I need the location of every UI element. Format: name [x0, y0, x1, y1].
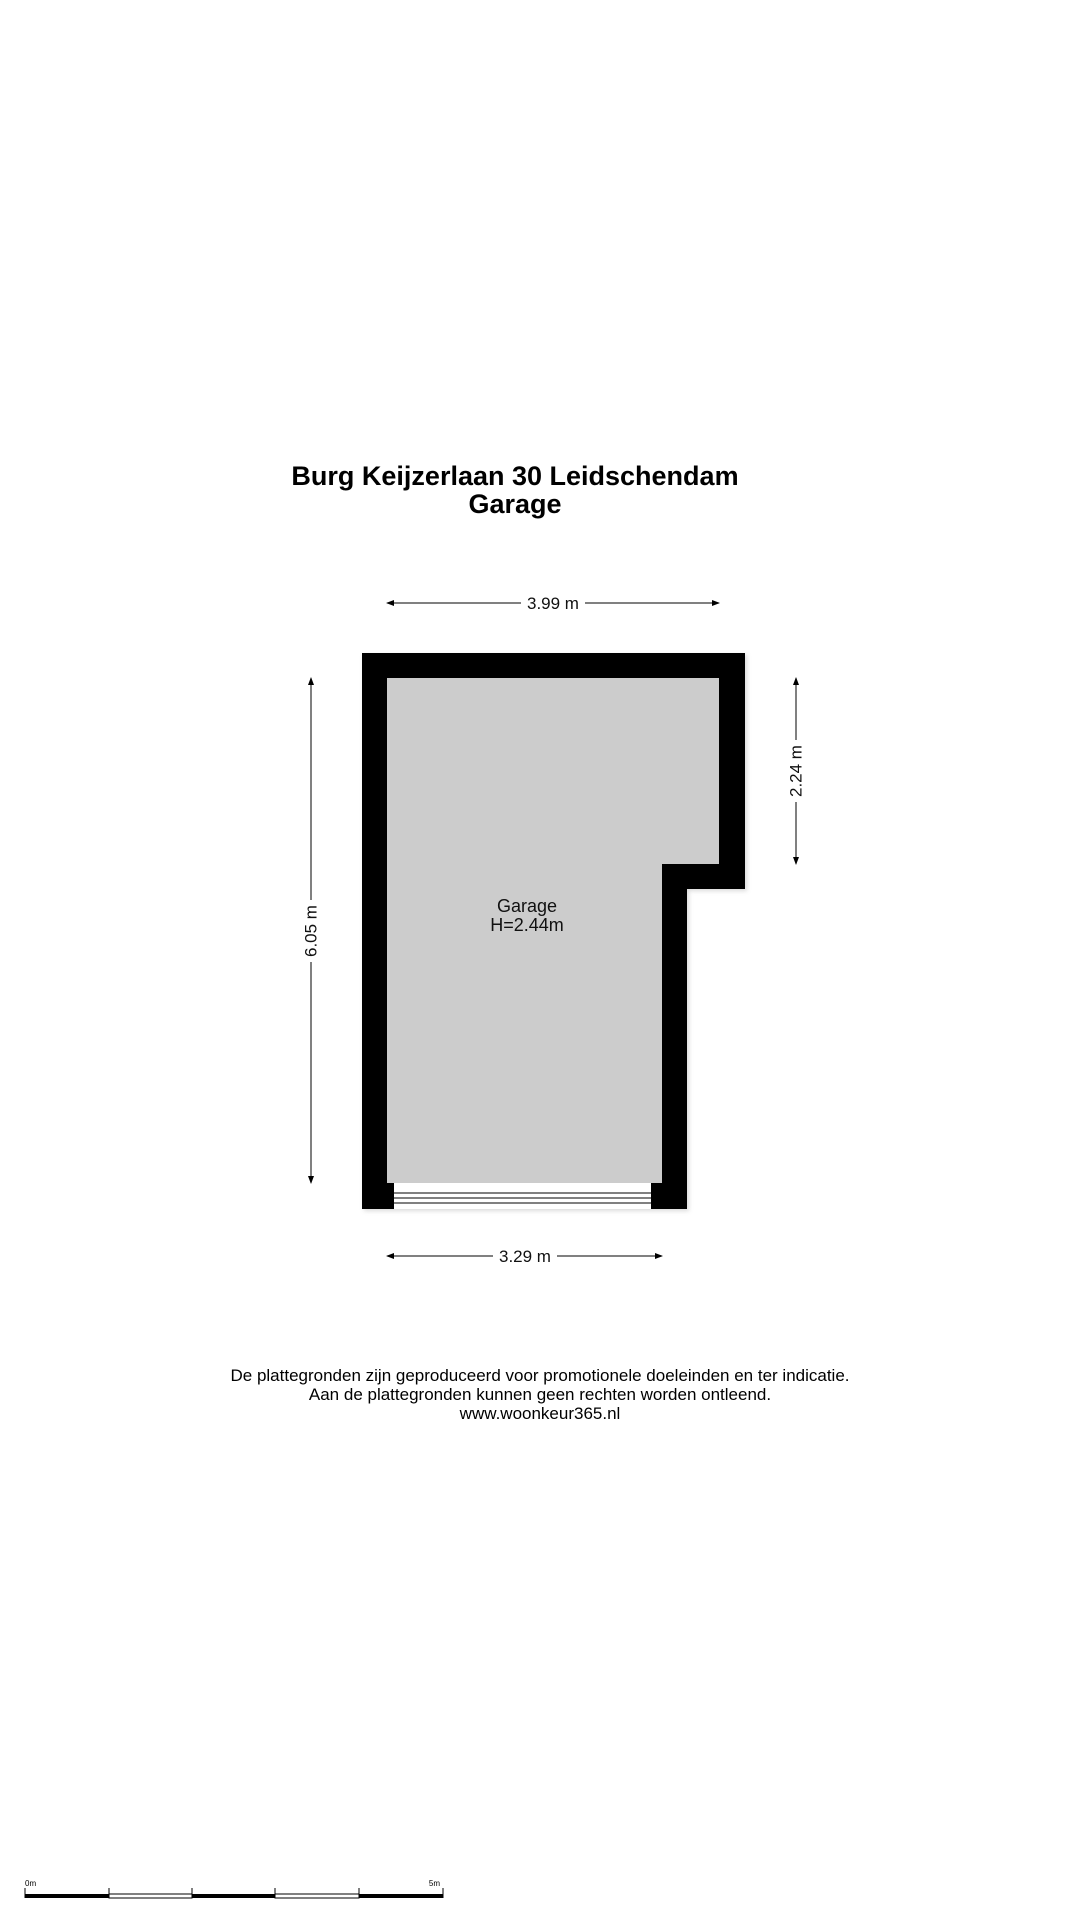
scale-bar-segment [25, 1894, 109, 1898]
garage-door [394, 1183, 651, 1209]
scale-bar-segment [275, 1894, 359, 1898]
scale-bar-segment [359, 1894, 443, 1898]
plan-address-title: Burg Keijzerlaan 30 Leidschendam [291, 461, 739, 491]
scale-bar-segment [192, 1894, 275, 1898]
dimension-right-label: 2.24 m [786, 745, 806, 797]
scale-bar-end-label: 5m [428, 1879, 440, 1888]
dimension-left-label: 6.05 m [301, 905, 321, 957]
scale-bar-segment [109, 1894, 192, 1898]
plan-floor-title: Garage [468, 489, 562, 519]
scale-bar-start-label: 0m [25, 1879, 37, 1888]
scale-bar [25, 1879, 443, 1898]
disclaimer-line-2: Aan de plattegronden kunnen geen rechten worden ontleend. [308, 1385, 772, 1404]
dimension-top-label: 3.99 m [527, 594, 579, 613]
dimension-bottom-label: 3.29 m [499, 1247, 551, 1266]
website-link[interactable]: www.woonkeur365.nl [459, 1404, 621, 1423]
disclaimer-line-1: De plattegronden zijn geproduceerd voor promotionele doeleinden en ter indicatie. [230, 1366, 850, 1385]
room-height-label: H=2.44m [490, 915, 564, 935]
room-name-label: Garage [496, 896, 558, 916]
